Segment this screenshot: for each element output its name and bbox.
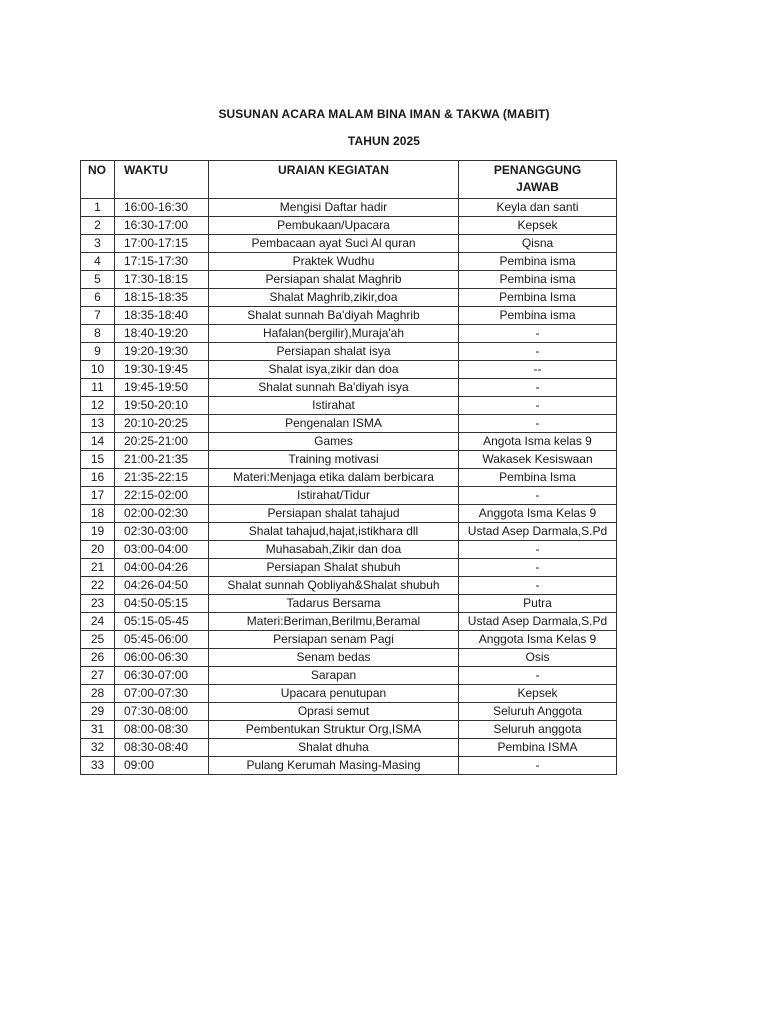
table-row — [81, 523, 617, 541]
cell-penanggung-jawab: Wakasek Kesiswaan — [459, 451, 617, 469]
cell-no: 4 — [81, 253, 115, 271]
table-row — [81, 541, 617, 559]
cell-no: 1 — [81, 199, 115, 217]
cell-uraian: Persiapan shalat isya — [209, 343, 459, 361]
cell-no: 3 — [81, 235, 115, 253]
cell-no: 17 — [81, 487, 115, 505]
cell-no: 24 — [81, 613, 115, 631]
cell-waktu: 16:00-16:30 — [115, 199, 209, 217]
cell-waktu: 20:25-21:00 — [115, 433, 209, 451]
table-row — [81, 505, 617, 523]
table-row — [81, 613, 617, 631]
cell-no: 14 — [81, 433, 115, 451]
table-row — [81, 721, 617, 739]
cell-penanggung-jawab: - — [459, 487, 617, 505]
cell-uraian: Upacara penutupan — [209, 685, 459, 703]
table-row — [81, 199, 617, 217]
cell-penanggung-jawab: Anggota Isma Kelas 9 — [459, 631, 617, 649]
cell-penanggung-jawab: - — [459, 415, 617, 433]
cell-waktu: 17:00-17:15 — [115, 235, 209, 253]
header-uraian-kegiatan: URAIAN KEGIATAN — [209, 161, 459, 199]
cell-waktu: 19:45-19:50 — [115, 379, 209, 397]
cell-waktu: 02:00-02:30 — [115, 505, 209, 523]
cell-no: 7 — [81, 307, 115, 325]
table-row — [81, 415, 617, 433]
table-row — [81, 577, 617, 595]
cell-uraian: Shalat sunnah Ba'diyah Maghrib — [209, 307, 459, 325]
header-no: NO — [81, 161, 115, 199]
cell-waktu: 04:00-04:26 — [115, 559, 209, 577]
cell-waktu: 04:50-05:15 — [115, 595, 209, 613]
cell-penanggung-jawab: Kepsek — [459, 685, 617, 703]
cell-uraian: Sarapan — [209, 667, 459, 685]
table-row — [81, 487, 617, 505]
cell-no: 12 — [81, 397, 115, 415]
cell-penanggung-jawab: - — [459, 325, 617, 343]
cell-no: 15 — [81, 451, 115, 469]
cell-waktu: 08:30-08:40 — [115, 739, 209, 757]
cell-penanggung-jawab: - — [459, 559, 617, 577]
cell-penanggung-jawab: Ustad Asep Darmala,S.Pd — [459, 523, 617, 541]
cell-waktu: 07:00-07:30 — [115, 685, 209, 703]
cell-uraian: Pembentukan Struktur Org,ISMA — [209, 721, 459, 739]
table-row — [81, 703, 617, 721]
cell-no: 23 — [81, 595, 115, 613]
cell-uraian: Shalat Maghrib,zikir,doa — [209, 289, 459, 307]
cell-uraian: Shalat dhuha — [209, 739, 459, 757]
cell-no: 31 — [81, 721, 115, 739]
cell-waktu: 05:15-05-45 — [115, 613, 209, 631]
table-row — [81, 397, 617, 415]
table-row — [81, 217, 617, 235]
header-penanggung-jawab — [459, 161, 617, 199]
cell-penanggung-jawab: Anggota Isma Kelas 9 — [459, 505, 617, 523]
cell-waktu: 06:30-07:00 — [115, 667, 209, 685]
cell-uraian: Praktek Wudhu — [209, 253, 459, 271]
cell-penanggung-jawab: - — [459, 397, 617, 415]
cell-penanggung-jawab: Pembina Isma — [459, 469, 617, 487]
cell-penanggung-jawab: Ustad Asep Darmala,S.Pd — [459, 613, 617, 631]
cell-uraian: Mengisi Daftar hadir — [209, 199, 459, 217]
cell-waktu: 18:15-18:35 — [115, 289, 209, 307]
cell-penanggung-jawab: Pembina isma — [459, 271, 617, 289]
cell-penanggung-jawab: Seluruh Anggota — [459, 703, 617, 721]
table-row — [81, 289, 617, 307]
table-row — [81, 469, 617, 487]
cell-waktu: 04:26-04:50 — [115, 577, 209, 595]
cell-no: 19 — [81, 523, 115, 541]
cell-penanggung-jawab: - — [459, 757, 617, 775]
cell-no: 2 — [81, 217, 115, 235]
table-row — [81, 739, 617, 757]
cell-no: 21 — [81, 559, 115, 577]
table-header-row — [81, 161, 617, 199]
cell-uraian: Shalat tahajud,hajat,istikhara dll — [209, 523, 459, 541]
cell-waktu: 17:15-17:30 — [115, 253, 209, 271]
cell-penanggung-jawab: Putra — [459, 595, 617, 613]
cell-penanggung-jawab: Kepsek — [459, 217, 617, 235]
cell-waktu: 18:40-19:20 — [115, 325, 209, 343]
table-row — [81, 451, 617, 469]
table-row — [81, 325, 617, 343]
cell-uraian: Oprasi semut — [209, 703, 459, 721]
cell-no: 16 — [81, 469, 115, 487]
cell-uraian: Training motivasi — [209, 451, 459, 469]
cell-penanggung-jawab: Qisna — [459, 235, 617, 253]
cell-penanggung-jawab: Keyla dan santi — [459, 199, 617, 217]
cell-penanggung-jawab: - — [459, 577, 617, 595]
cell-penanggung-jawab: Osis — [459, 649, 617, 667]
cell-no: 27 — [81, 667, 115, 685]
cell-uraian: Materi:Beriman,Berilmu,Beramal — [209, 613, 459, 631]
table-row — [81, 757, 617, 775]
cell-uraian: Hafalan(bergilir),Muraja'ah — [209, 325, 459, 343]
cell-penanggung-jawab: -- — [459, 361, 617, 379]
table-row — [81, 631, 617, 649]
cell-penanggung-jawab: Angota Isma kelas 9 — [459, 433, 617, 451]
cell-waktu: 05:45-06:00 — [115, 631, 209, 649]
header-pj-line1: PENANGGUNG — [493, 163, 582, 177]
cell-uraian: Muhasabah,Zikir dan doa — [209, 541, 459, 559]
document-subtitle: TAHUN 2025 — [347, 134, 421, 148]
cell-waktu: 09:00 — [115, 757, 209, 775]
cell-waktu: 21:35-22:15 — [115, 469, 209, 487]
table-row — [81, 595, 617, 613]
cell-uraian: Senam bedas — [209, 649, 459, 667]
table-row — [81, 235, 617, 253]
cell-no: 28 — [81, 685, 115, 703]
cell-no: 11 — [81, 379, 115, 397]
cell-no: 9 — [81, 343, 115, 361]
cell-waktu: 19:20-19:30 — [115, 343, 209, 361]
cell-penanggung-jawab: Pembina isma — [459, 307, 617, 325]
cell-no: 13 — [81, 415, 115, 433]
cell-no: 25 — [81, 631, 115, 649]
cell-uraian: Tadarus Bersama — [209, 595, 459, 613]
schedule-table — [80, 160, 617, 775]
table-row — [81, 649, 617, 667]
cell-no: 8 — [81, 325, 115, 343]
header-pj-line2: JAWAB — [516, 180, 559, 194]
cell-waktu: 03:00-04:00 — [115, 541, 209, 559]
cell-waktu: 08:00-08:30 — [115, 721, 209, 739]
cell-uraian: Pengenalan ISMA — [209, 415, 459, 433]
cell-uraian: Istirahat — [209, 397, 459, 415]
cell-uraian: Shalat sunnah Qobliyah&Shalat shubuh — [209, 577, 459, 595]
cell-waktu: 22:15-02:00 — [115, 487, 209, 505]
header-waktu: WAKTU — [115, 161, 209, 199]
table-row — [81, 271, 617, 289]
cell-no: 22 — [81, 577, 115, 595]
table-row — [81, 253, 617, 271]
cell-uraian: Istirahat/Tidur — [209, 487, 459, 505]
table-row — [81, 667, 617, 685]
cell-penanggung-jawab: - — [459, 343, 617, 361]
cell-waktu: 19:30-19:45 — [115, 361, 209, 379]
cell-waktu: 21:00-21:35 — [115, 451, 209, 469]
cell-penanggung-jawab: Pembina isma — [459, 253, 617, 271]
cell-no: 32 — [81, 739, 115, 757]
cell-penanggung-jawab: Pembina ISMA — [459, 739, 617, 757]
cell-no: 18 — [81, 505, 115, 523]
cell-uraian: Shalat sunnah Ba'diyah isya — [209, 379, 459, 397]
cell-uraian: Pembukaan/Upacara — [209, 217, 459, 235]
cell-no: 29 — [81, 703, 115, 721]
cell-penanggung-jawab: Pembina Isma — [459, 289, 617, 307]
cell-penanggung-jawab: - — [459, 541, 617, 559]
cell-uraian: Games — [209, 433, 459, 451]
cell-uraian: Pulang Kerumah Masing-Masing — [209, 757, 459, 775]
cell-no: 6 — [81, 289, 115, 307]
table-row — [81, 559, 617, 577]
cell-waktu: 16:30-17:00 — [115, 217, 209, 235]
cell-no: 26 — [81, 649, 115, 667]
cell-waktu: 19:50-20:10 — [115, 397, 209, 415]
table-row — [81, 343, 617, 361]
cell-uraian: Persiapan Shalat shubuh — [209, 559, 459, 577]
cell-penanggung-jawab: - — [459, 667, 617, 685]
cell-waktu: 17:30-18:15 — [115, 271, 209, 289]
cell-uraian: Materi:Menjaga etika dalam berbicara — [209, 469, 459, 487]
cell-penanggung-jawab: - — [459, 379, 617, 397]
table-row — [81, 433, 617, 451]
cell-waktu: 07:30-08:00 — [115, 703, 209, 721]
cell-no: 20 — [81, 541, 115, 559]
table-row — [81, 361, 617, 379]
document-title: SUSUNAN ACARA MALAM BINA IMAN & TAKWA (MABIT) — [218, 107, 550, 121]
cell-penanggung-jawab: Seluruh anggota — [459, 721, 617, 739]
cell-waktu: 06:00-06:30 — [115, 649, 209, 667]
cell-waktu: 18:35-18:40 — [115, 307, 209, 325]
cell-uraian: Persiapan shalat Maghrib — [209, 271, 459, 289]
cell-no: 33 — [81, 757, 115, 775]
cell-no: 10 — [81, 361, 115, 379]
table-row — [81, 379, 617, 397]
cell-uraian: Persiapan senam Pagi — [209, 631, 459, 649]
table-row — [81, 685, 617, 703]
cell-uraian: Persiapan shalat tahajud — [209, 505, 459, 523]
cell-uraian: Pembacaan ayat Suci Al quran — [209, 235, 459, 253]
cell-waktu: 02:30-03:00 — [115, 523, 209, 541]
cell-waktu: 20:10-20:25 — [115, 415, 209, 433]
cell-uraian: Shalat isya,zikir dan doa — [209, 361, 459, 379]
table-row — [81, 307, 617, 325]
cell-no: 5 — [81, 271, 115, 289]
